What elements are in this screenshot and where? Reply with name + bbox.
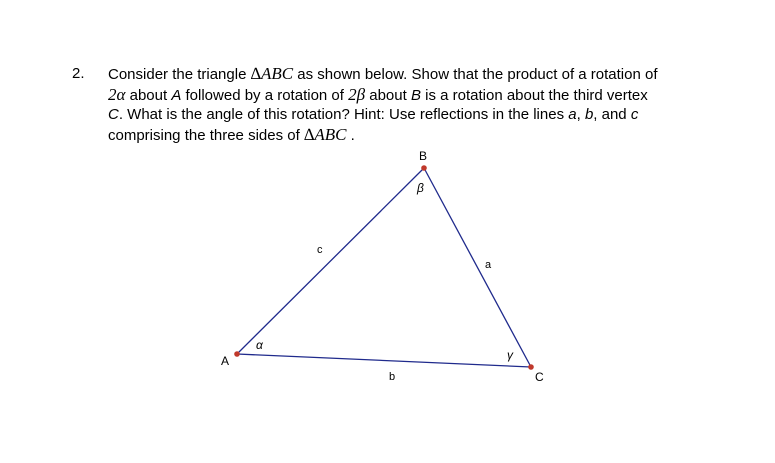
text-run: followed by a rotation of xyxy=(181,86,349,104)
angle-alpha-label: α xyxy=(256,338,263,352)
side-b-label: b xyxy=(389,371,396,383)
math-2beta: 2β xyxy=(348,84,366,104)
text-run: . xyxy=(346,126,355,144)
vertex-b-label: B xyxy=(419,149,428,163)
text-run: about xyxy=(365,86,411,104)
vertex-b-dot xyxy=(421,165,427,171)
vertex-c-dot xyxy=(528,364,534,370)
math-a-vertex: A xyxy=(171,86,182,104)
side-a-line xyxy=(424,168,531,367)
text-run: comprising the three sides of xyxy=(108,126,304,144)
math-b-line: b xyxy=(584,106,594,123)
math-2alpha: 2α xyxy=(108,84,126,104)
vertex-a-label: A xyxy=(221,354,230,368)
math-c-line: c xyxy=(630,106,639,123)
text-run: Consider the triangle xyxy=(108,66,251,83)
text-run: , and xyxy=(593,106,631,123)
side-a-label: a xyxy=(485,259,492,271)
text-run: about xyxy=(125,86,172,104)
vertex-a-dot xyxy=(234,351,240,357)
side-c-line xyxy=(237,168,424,354)
triangle-symbol: ∆ABC xyxy=(250,64,294,83)
math-b-vertex: B xyxy=(410,86,421,104)
math-c-vertex: C xyxy=(108,106,119,123)
side-c-label: c xyxy=(317,244,323,256)
text-run: . What is the angle of this rotation? Hint: Use reflections in the lines xyxy=(118,106,569,123)
triangle-symbol: ∆ABC xyxy=(303,124,347,144)
angle-beta-label: β xyxy=(417,181,424,195)
problem-number: 2. xyxy=(72,65,85,82)
text-run: , xyxy=(576,106,585,123)
angle-gamma-label: γ xyxy=(507,348,513,362)
text-run: as shown below. Show that the product of a rotation of xyxy=(293,66,658,83)
vertex-c-label: C xyxy=(535,370,544,384)
text-run: is a rotation about the third vertex xyxy=(420,86,648,104)
side-b-line xyxy=(237,354,531,367)
math-a-line: a xyxy=(568,106,577,123)
